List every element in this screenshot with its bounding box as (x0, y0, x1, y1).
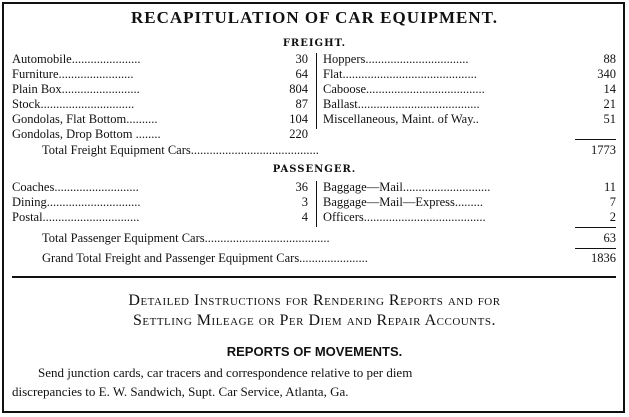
row-label: Furniture........................ (12, 67, 134, 81)
page-title: RECAPITULATION OF CAR EQUIPMENT. (131, 8, 498, 27)
grand-total-rule (575, 248, 616, 249)
passenger-left-row (12, 210, 308, 225)
passenger-total-label: Total Passenger Equipment Cars........................................ (42, 231, 330, 245)
freight-total-label: Total Freight Equipment Cars......................................... (42, 143, 319, 157)
freight-total-value: 1773 (591, 143, 616, 157)
freight-left-row (12, 82, 308, 97)
row-label: Caboose...................................... (323, 82, 485, 96)
grand-total-value: 1836 (591, 251, 616, 265)
row-label: Automobile...................... (12, 52, 141, 66)
row-label: Flat........................................... (323, 67, 477, 81)
passenger-right-row (323, 195, 616, 210)
row-label: Hoppers................................. (323, 52, 469, 66)
row-value: 3 (301, 195, 308, 209)
row-value: 36 (295, 180, 308, 194)
instructions-line-2: Settling Mileage or Per Diem and Repair Accounts. (132, 312, 496, 329)
row-value: 21 (603, 97, 616, 111)
instructions-line-1: Detailed Instructions for Rendering Reports and for (128, 292, 501, 309)
freight-left-row (12, 52, 308, 67)
freight-column-divider (316, 53, 317, 129)
row-label: Baggage—Mail............................ (323, 180, 491, 194)
row-label: Gondolas, Flat Bottom.......... (12, 112, 158, 126)
freight-left-row (12, 67, 308, 82)
freight-section-label: FREIGHT. (282, 38, 347, 49)
freight-right-row (323, 52, 616, 67)
row-value: 804 (289, 82, 308, 96)
row-value: 14 (603, 82, 616, 96)
row-label: Coaches........................... (12, 180, 139, 194)
section-divider (12, 276, 616, 278)
row-label: Postal............................... (12, 210, 140, 224)
freight-left-row (12, 97, 308, 112)
freight-right-row (323, 82, 616, 97)
row-value: 64 (295, 67, 308, 81)
row-value: 104 (289, 112, 308, 126)
passenger-column-divider (316, 181, 317, 227)
row-value: 11 (603, 180, 616, 194)
passenger-section-label: PASSENGER. (272, 164, 357, 175)
row-label: Stock.............................. (12, 97, 135, 111)
freight-right-row (323, 67, 616, 82)
freight-total-rule (575, 139, 616, 140)
passenger-total-value: 63 (603, 231, 616, 245)
passenger-right-row (323, 180, 616, 195)
row-value: 4 (301, 210, 308, 224)
row-label: Officers....................................... (323, 210, 486, 224)
passenger-right-row (323, 210, 616, 225)
row-label: Gondolas, Drop Bottom ........ (12, 127, 161, 141)
reports-line-1: Send junction cards, car tracers and correspondence relative to per diem (38, 365, 413, 380)
reports-title: REPORTS OF MOVEMENTS. (226, 344, 403, 359)
row-label: Baggage—Mail—Express......... (323, 195, 484, 209)
passenger-left-row (12, 180, 308, 195)
freight-left-row (12, 112, 308, 127)
freight-right-row (323, 97, 616, 112)
row-label: Dining.............................. (12, 195, 141, 209)
passenger-total-rule (575, 227, 616, 228)
passenger-left-row (12, 195, 308, 210)
row-label: Miscellaneous, Maint. of Way.. (323, 112, 479, 126)
row-value: 87 (295, 97, 308, 111)
row-value: 30 (295, 52, 308, 66)
row-value: 7 (609, 195, 616, 209)
row-label: Ballast....................................... (323, 97, 480, 111)
freight-left-row (12, 127, 308, 142)
freight-right-row (323, 112, 616, 127)
row-value: 88 (603, 52, 616, 66)
row-value: 220 (289, 127, 308, 141)
grand-total-label: Grand Total Freight and Passenger Equipment Cars...................... (42, 251, 368, 265)
row-value: 340 (597, 67, 616, 81)
row-label: Plain Box......................... (12, 82, 140, 96)
reports-line-2: discrepancies to E. W. Sandwich, Supt. Car Service, Atlanta, Ga. (12, 384, 349, 399)
row-value: 2 (609, 210, 616, 224)
row-value: 51 (603, 112, 616, 126)
